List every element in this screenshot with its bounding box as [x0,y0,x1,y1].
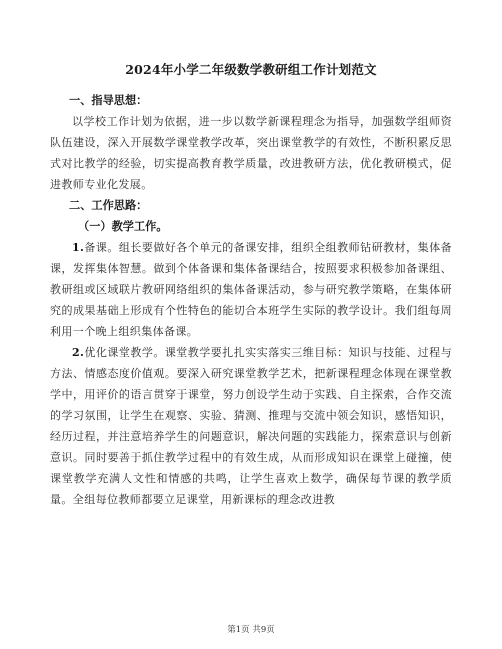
section-heading-guiding-ideology: 一、指导思想： [69,93,148,107]
paragraph-guiding-ideology: 以学校工作计划为依据，进一步以数学新课程理念为指导，加强数学组师资队伍建设，深入开展数学课堂教学改革，突出课堂教学的有效性，不断积累反思式对比教学的经验，切实提高教育教学质量，改进教研方法，优化教研模式，促进教师专业化发展。 [50,115,452,191]
section-heading-work-plan: 二、工作思路： [69,198,148,212]
item-text: 备课。组长要做好各个单元的备课安排，组织全组教师钻研教材，集体备课，发挥集体智慧。做到个体备课和集体备课结合，按照要求积极参加备课组、教研组或区域联片教研网络组织的集体备课活动，参与研究教学策略，在集体研究的成果基础上形成有个性特色的能切合本班学生实际的教学设计。我们组每周利用一个晚上组织集体备课。 [50,241,452,338]
paragraph-lesson-preparation [50,237,452,342]
page-footer: 第1页 共9页 [227,625,275,635]
item-number: 1. [72,241,85,254]
paragraph-classroom-teaching [50,342,452,510]
document-title: 2024年小学二年级数学教研组工作计划范文 [125,62,377,77]
item-text: 优化课堂教学。课堂教学要扎扎实实落实三维目标：知识与技能、过程与方法、情感态度价值观。要深入研究课堂教学艺术，把新课程理念体现在课堂教学中，用评价的语言贯穿于课堂，努力创设学生动于实践、自主探索，合作交流的学习氛围，让学生在观察、实验、猜测、推理与交流中领会知识，感悟知识，经历过程，并注意培养学生的问题意识，解决问题的实践能力，探索意识与创新意识。同时要善于抓住教学过程中的有效生成，从而形成知识在课堂上碰撞，使课堂教学充满人文性和情感的共鸣，让学生喜欢上数学，确保每节课的教学质量。全组每位教师都要立足课堂，用新课标的理念改进教 [50,346,452,506]
subsection-heading-teaching-work: （一）教学工作。 [78,219,168,233]
item-number: 2. [72,346,85,359]
